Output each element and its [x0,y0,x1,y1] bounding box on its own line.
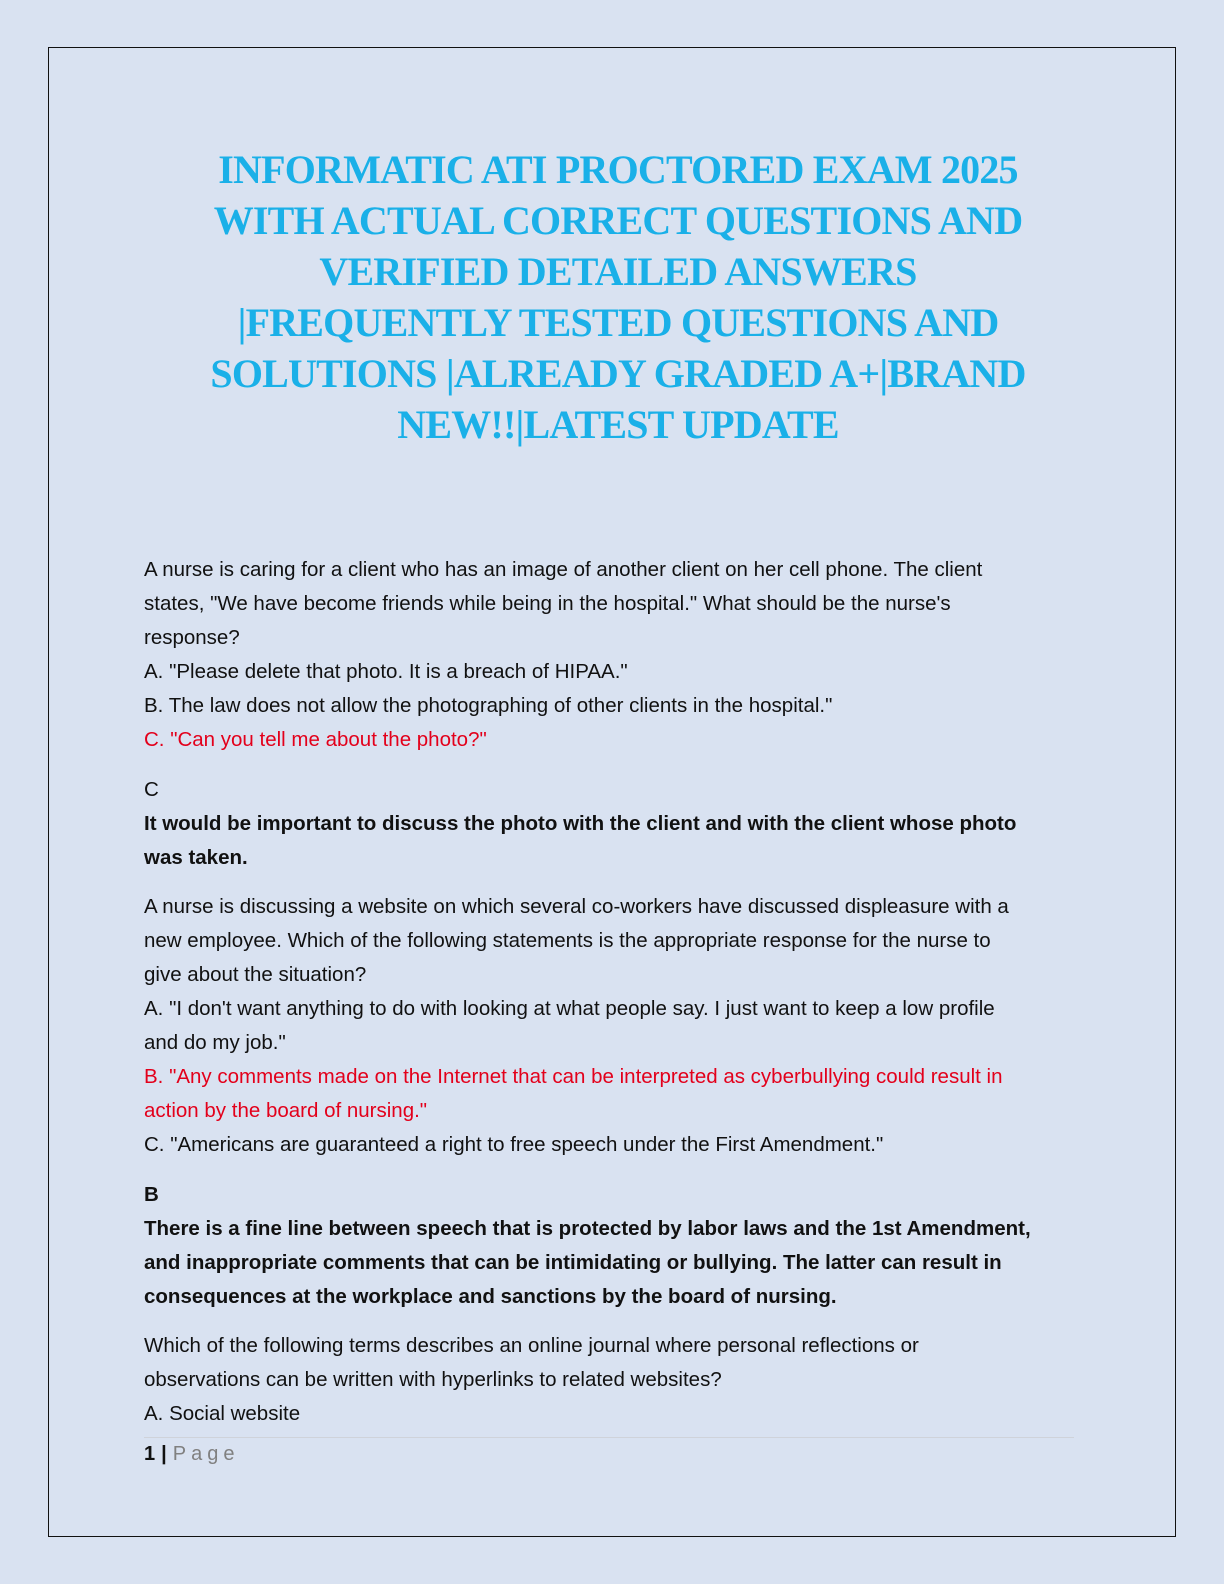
option-c-correct: C. "Can you tell me about the photo?" [144,728,487,751]
question-text: response? [144,626,240,649]
question-text: states, "We have become friends while being in the hospital." What should be the nurse's [144,592,951,615]
option-c: C. "Americans are guaranteed a right to free speech under the First Amendment." [144,1133,884,1156]
document-body [144,553,1074,1431]
rationale: It would be important to discuss the photo with the client and with the client whose photo [144,812,1017,835]
rationale: consequences at the workplace and sanctions by the board of nursing. [144,1285,837,1308]
document-title [120,144,1116,450]
page-label: Page [172,1443,240,1465]
question-text: give about the situation? [144,963,367,986]
question-3 [144,1329,1074,1431]
rationale: was taken. [144,846,248,869]
title-line: |FREQUENTLY TESTED QUESTIONS AND [237,300,999,345]
question-text: A nurse is discussing a website on which several co-workers have discussed displeasure with a [144,895,1009,918]
title-line: VERIFIED DETAILED ANSWERS [319,249,917,294]
question-text: Which of the following terms describes an online journal where personal reflections or [144,1334,919,1357]
title-line: WITH ACTUAL CORRECT QUESTIONS AND [213,198,1023,243]
footer-divider [144,1437,1074,1438]
option-b: B. The law does not allow the photographing of other clients in the hospital." [144,694,833,717]
rationale: There is a fine line between speech that is protected by labor laws and the 1st Amendment, [144,1217,1031,1240]
title-line: INFORMATIC ATI PROCTORED EXAM 2025 [218,147,1018,192]
title-line: NEW!!|LATEST UPDATE [397,402,839,447]
rationale: and inappropriate comments that can be intimidating or bullying. The latter can result in [144,1251,1002,1274]
page-footer [144,1441,239,1467]
option-a: and do my job." [144,1031,286,1054]
option-a: A. "I don't want anything to do with looking at what people say. I just want to keep a low profile [144,997,995,1020]
option-b-correct: B. "Any comments made on the Internet that can be interpreted as cyberbullying could result in [144,1065,1003,1088]
question-text: A nurse is caring for a client who has an image of another client on her cell phone. The client [144,558,983,581]
question-text: new employee. Which of the following statements is the appropriate response for the nurse to [144,929,991,952]
question-text: observations can be written with hyperlinks to related websites? [144,1368,722,1391]
option-b-correct: action by the board of nursing." [144,1099,428,1122]
page-number: 1 [144,1443,156,1465]
option-a: A. "Please delete that photo. It is a breach of HIPAA." [144,660,628,683]
question-2 [144,890,1074,1314]
question-1 [144,553,1074,875]
footer-separator: | [161,1443,167,1465]
answer-letter: C [144,778,159,801]
title-line: SOLUTIONS |ALREADY GRADED A+|BRAND [210,351,1026,396]
option-a: A. Social website [144,1402,301,1425]
answer-letter: B [144,1183,159,1206]
